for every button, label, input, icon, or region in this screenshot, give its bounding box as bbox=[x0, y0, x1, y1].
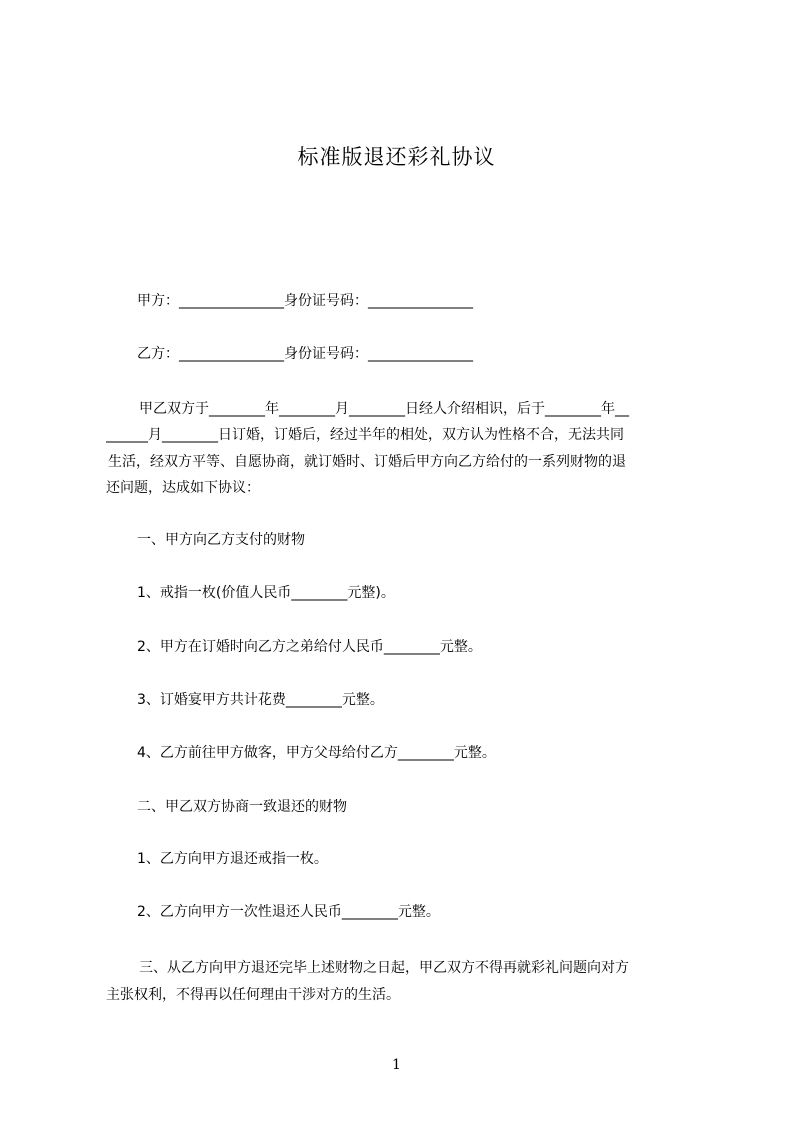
section3-line-2: 主张权利，不得再以任何理由干涉对方的生活。 bbox=[106, 987, 400, 1003]
party-b-line: 乙方：_______________身份证号码：_______________ bbox=[137, 346, 473, 362]
section1-item-3: 3、订婚宴甲方共计花费________元整。 bbox=[137, 692, 384, 708]
intro-line-2: ______月________日订婚，订婚后，经过半年的相处，双方认为性格不合，无法共同 bbox=[106, 427, 624, 443]
document-title: 标准版退还彩礼协议 bbox=[297, 145, 496, 169]
section1-heading: 一、甲方向乙方支付的财物 bbox=[137, 532, 305, 548]
section2-item-1: 1、乙方向甲方退还戒指一枚。 bbox=[137, 851, 328, 867]
intro-line-3: 生活，经双方平等、自愿协商，就订婚时、订婚后甲方向乙方给付的一系列财物的退 bbox=[108, 454, 626, 470]
section1-item-2: 2、甲方在订婚时向乙方之弟给付人民币________元整。 bbox=[137, 639, 482, 655]
intro-line-1: 甲乙双方于________年________月________日经人介绍相识，后于________年__ bbox=[139, 401, 629, 417]
section3-line-1: 三、从乙方向甲方退还完毕上述财物之日起，甲乙双方不得再就彩礼问题向对方 bbox=[139, 960, 629, 976]
section1-item-1: 1、戒指一枚(价值人民币________元整)。 bbox=[137, 585, 395, 601]
section1-item-4: 4、乙方前往甲方做客，甲方父母给付乙方________元整。 bbox=[137, 745, 496, 761]
section2-heading: 二、甲乙双方协商一致退还的财物 bbox=[137, 799, 347, 815]
intro-line-4: 还问题，达成如下协议： bbox=[106, 480, 260, 496]
page-number: 1 bbox=[392, 1057, 401, 1073]
party-a-line: 甲方：_______________身份证号码：_______________ bbox=[137, 293, 473, 309]
section2-item-2: 2、乙方向甲方一次性退还人民币________元整。 bbox=[137, 904, 440, 920]
